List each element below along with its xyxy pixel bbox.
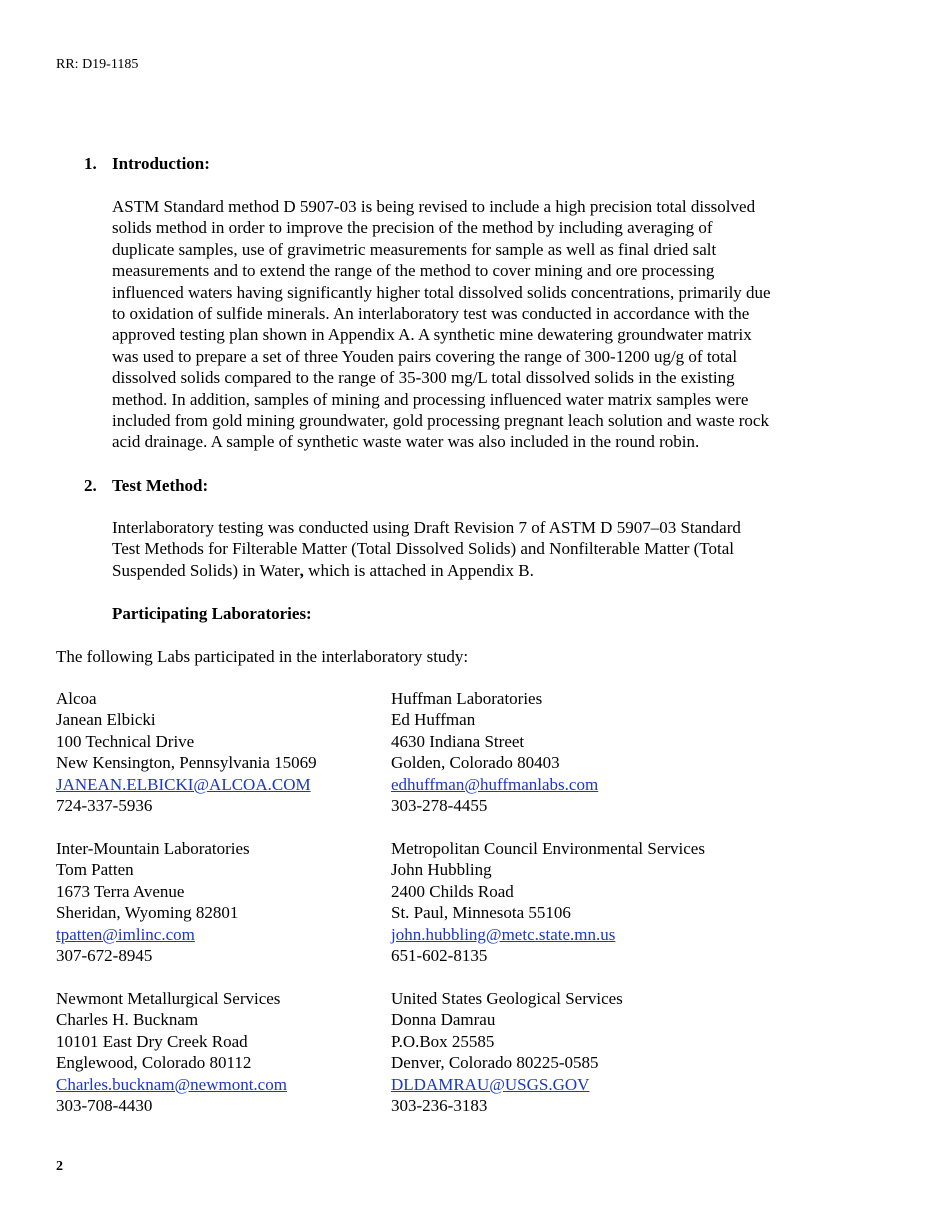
paragraph-line: Interlaboratory testing was conducted using Draft Revision 7 of ASTM D 5907–03 Standard — [112, 518, 741, 537]
lab-phone: 724-337-5936 — [56, 796, 153, 816]
paragraph-line-text: Suspended Solids) in Water — [112, 560, 300, 580]
lab-phone: 303-708-4430 — [56, 1096, 153, 1116]
lab-org: Alcoa — [56, 689, 97, 708]
lab-entry — [391, 688, 731, 816]
lab-org: Metropolitan Council Environmental Services — [391, 839, 705, 858]
page-number: 2 — [56, 1159, 63, 1174]
lab-city: Denver, Colorado 80225-0585 — [391, 1053, 599, 1073]
lab-entry — [56, 838, 396, 966]
paragraph-line: measurements and to extend the range of the method to cover mining and ore processing — [112, 261, 715, 281]
lab-org: United States Geological Services — [391, 989, 623, 1008]
lab-email-link[interactable]: tpatten@imlinc.com — [56, 924, 195, 944]
introduction-paragraph — [112, 196, 842, 453]
lab-city: Golden, Colorado 80403 — [391, 753, 560, 773]
lab-email-link[interactable]: john.hubbling@metc.state.mn.us — [391, 924, 616, 944]
lab-street: 100 Technical Drive — [56, 731, 195, 751]
lab-street: P.O.Box 25585 — [391, 1031, 495, 1051]
paragraph-line: to oxidation of sulfide minerals. An interlaboratory test was conducted in accordance with the — [112, 304, 750, 324]
paragraph-line — [112, 560, 842, 581]
lab-phone: 303-236-3183 — [391, 1096, 488, 1116]
section-2-title: Test Method: — [112, 476, 209, 495]
lab-city: St. Paul, Minnesota 55106 — [391, 903, 571, 923]
lab-org: Huffman Laboratories — [391, 689, 543, 708]
participating-laboratories-title: Participating Laboratories: — [112, 604, 312, 623]
lab-contact: Tom Patten — [56, 860, 134, 880]
lab-org: Inter-Mountain Laboratories — [56, 839, 250, 858]
lab-city: New Kensington, Pennsylvania 15069 — [56, 753, 317, 773]
paragraph-line: included from gold mining groundwater, gold processing pregnant leach solution and waste rock — [112, 411, 769, 431]
lab-phone: 651-602-8135 — [391, 946, 488, 966]
lab-street: 1673 Terra Avenue — [56, 881, 185, 901]
lab-email-link[interactable]: DLDAMRAU@USGS.GOV — [391, 1074, 590, 1094]
section-2-number: 2. — [84, 476, 97, 495]
lab-email-link[interactable]: Charles.bucknam@newmont.com — [56, 1074, 287, 1094]
paragraph-line: influenced waters having significantly higher total dissolved solids concentrations, primarily due — [112, 282, 771, 302]
lab-contact: Donna Damrau — [391, 1010, 496, 1030]
lab-contact: Ed Huffman — [391, 710, 476, 730]
lab-contact: John Hubbling — [391, 860, 492, 880]
labs-intro-text: The following Labs participated in the interlaboratory study: — [56, 647, 469, 666]
lab-street: 2400 Childs Road — [391, 881, 514, 901]
lab-entry — [56, 988, 396, 1116]
lab-contact: Janean Elbicki — [56, 710, 156, 730]
paragraph-line: was used to prepare a set of three Youden pairs covering the range of 300-1200 ug/g of total — [112, 346, 738, 366]
lab-email-link[interactable]: edhuffman@huffmanlabs.com — [391, 774, 599, 794]
paragraph-line: duplicate samples, use of gravimetric measurements for sample as well as final dried salt — [112, 239, 717, 259]
lab-street: 4630 Indiana Street — [391, 731, 525, 751]
paragraph-line: acid drainage. A sample of synthetic waste water was also included in the round robin. — [112, 432, 700, 452]
paragraph-line: method. In addition, samples of mining and processing influenced water matrix samples were — [112, 389, 749, 409]
lab-entry — [391, 988, 731, 1116]
lab-contact: Charles H. Bucknam — [56, 1010, 199, 1030]
lab-email-link[interactable]: JANEAN.ELBICKI@ALCOA.COM — [56, 774, 311, 794]
paragraph-line-tail: which is attached in Appendix B. — [303, 560, 534, 580]
section-1-title: Introduction: — [112, 154, 210, 173]
bold-comma: , — [299, 560, 304, 580]
lab-entry — [56, 688, 396, 816]
lab-street: 10101 East Dry Creek Road — [56, 1031, 248, 1051]
document-reference: RR: D19-1185 — [56, 57, 139, 72]
paragraph-line: ASTM Standard method D 5907-03 is being revised to include a high precision total dissolved — [112, 197, 756, 216]
lab-entry — [391, 838, 791, 966]
lab-phone: 303-278-4455 — [391, 796, 488, 816]
paragraph-line: approved testing plan shown in Appendix A. A synthetic mine dewatering groundwater matrix — [112, 325, 752, 345]
lab-city: Sheridan, Wyoming 82801 — [56, 903, 239, 923]
lab-city: Englewood, Colorado 80112 — [56, 1053, 252, 1073]
test-method-paragraph — [112, 517, 842, 581]
lab-org: Newmont Metallurgical Services — [56, 989, 281, 1008]
paragraph-line: dissolved solids compared to the range of 35-300 mg/L total dissolved solids in the existing — [112, 368, 735, 388]
paragraph-line: solids method in order to improve the precision of the method by including averaging of — [112, 218, 713, 238]
section-1-number: 1. — [84, 154, 97, 173]
lab-phone: 307-672-8945 — [56, 946, 153, 966]
paragraph-line: Test Methods for Filterable Matter (Total Dissolved Solids) and Nonfilterable Matter (Total — [112, 539, 734, 559]
